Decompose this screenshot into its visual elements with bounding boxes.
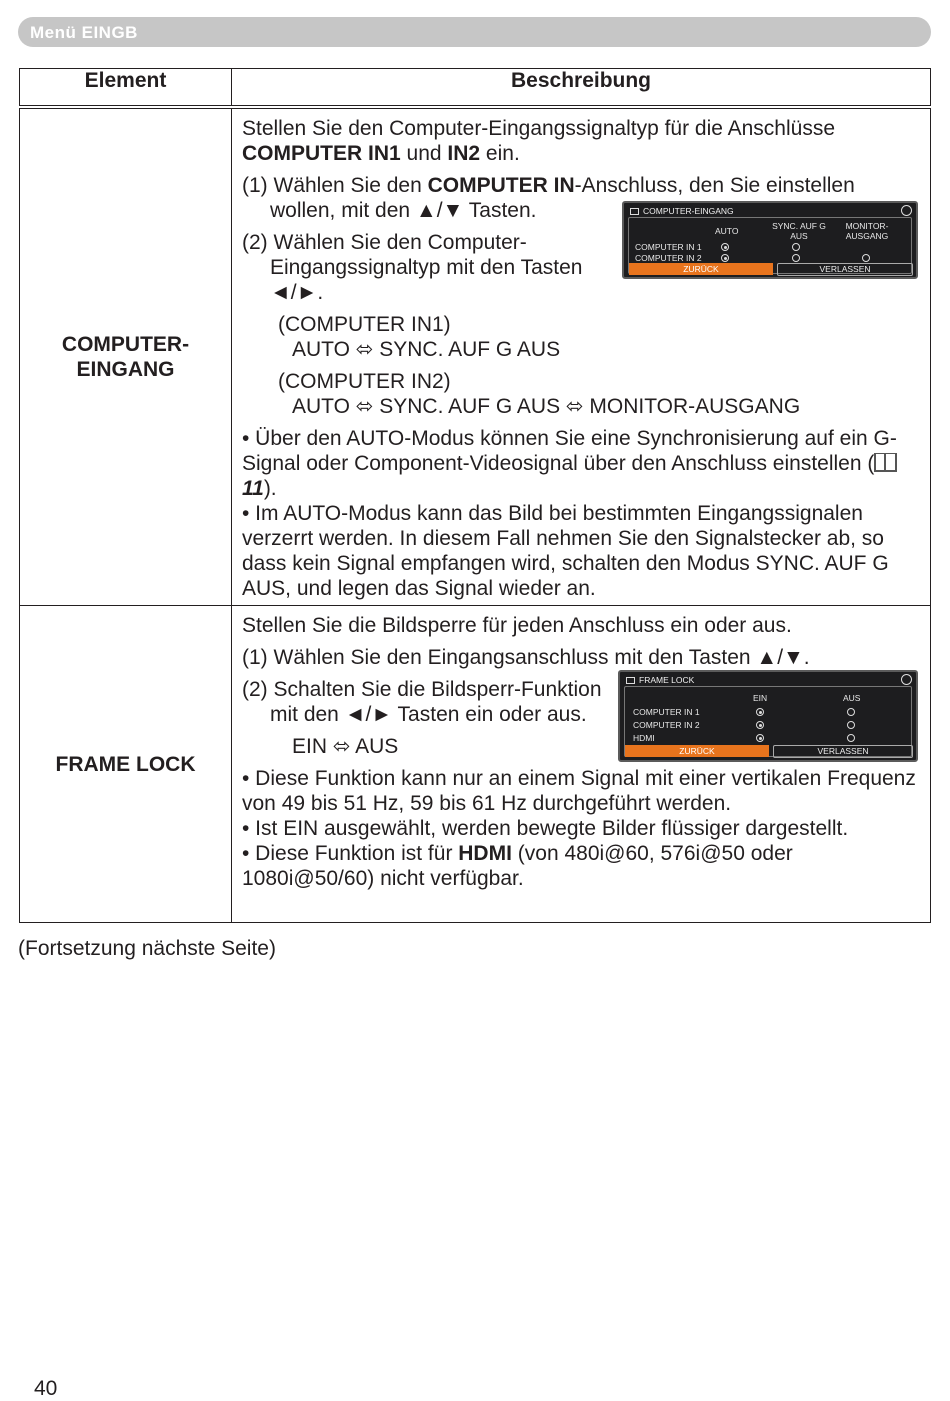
table-row [20, 606, 931, 923]
table-header-row [20, 69, 931, 108]
radio-in1-auto[interactable] [721, 243, 729, 251]
screenshot-title: FRAME LOCK [626, 675, 694, 685]
back-button[interactable]: ZURÜCK [625, 745, 769, 757]
note-2: • Ist EIN ausgewählt, werden bewegte Bilder flüssiger dargestellt. [242, 817, 849, 840]
section-title: Menü EINGB [30, 23, 138, 42]
row-computer-in2: COMPUTER IN 2 [635, 253, 702, 263]
step-1: (1) Wählen Sie den Eingangsanschluss mit den Tasten ▲/▼. [242, 646, 810, 669]
row-hdmi: HDMI [633, 733, 655, 743]
column-header-description: Beschreibung [232, 69, 931, 108]
section-header [18, 17, 931, 47]
column-header-element: Element [20, 69, 232, 108]
menu-table [19, 68, 931, 923]
step-2: (2) Schalten Sie die Bildsperr-Funktion mit den ◄/► Tasten ein oder aus. [242, 678, 602, 726]
radio-in1-sync[interactable] [792, 243, 800, 251]
menu-icon [626, 677, 635, 684]
radio-in2-ein[interactable] [756, 721, 764, 729]
radio-in2-aus[interactable] [847, 721, 855, 729]
intro-text: Stellen Sie den Computer-Eingangssignaltyp für die Anschlüsse COMPUTER IN1 und IN2 ein. [242, 117, 836, 165]
gear-icon [901, 674, 912, 685]
table-row [20, 107, 931, 606]
back-button[interactable]: ZURÜCK [629, 263, 773, 275]
note-1: • Diese Funktion kann nur an einem Signal mit einer vertikalen Frequenz von 49 bis 51 Hz, 59 bis 61 Hz durchgeführt werden. [242, 767, 916, 815]
intro-text: Stellen Sie die Bildsperre für jeden Anschluss ein oder aus. [242, 614, 792, 637]
description-cell [232, 107, 931, 606]
row-computer-in2: COMPUTER IN 2 [633, 720, 700, 730]
note-1: • Über den AUTO-Modus können Sie eine Synchronisierung auf ein G-Signal oder Component-Videosignal über den Anschluss einstellen (11). [242, 427, 897, 500]
element-name-line2: EINGANG [76, 358, 175, 381]
radio-in2-monitor[interactable] [862, 254, 870, 262]
in2-options: AUTO ⬄ SYNC. AUF G AUS ⬄ MONITOR-AUSGANG [292, 395, 801, 418]
frame-lock-screenshot [618, 670, 918, 762]
menu-icon [630, 208, 639, 215]
radio-in2-auto[interactable] [721, 254, 729, 262]
description-cell [232, 606, 931, 923]
col-sync: SYNC. AUF G AUS [772, 221, 826, 241]
element-cell [20, 107, 232, 606]
radio-hdmi-aus[interactable] [847, 734, 855, 742]
row-computer-in1: COMPUTER IN 1 [633, 707, 700, 717]
in1-options: AUTO ⬄ SYNC. AUF G AUS [292, 338, 561, 361]
step-2: (2) Wählen Sie den Computer-Eingangssignaltyp mit den Tasten ◄/►. [242, 231, 583, 304]
radio-in1-aus[interactable] [847, 708, 855, 716]
continuation-note: (Fortsetzung nächste Seite) [18, 937, 276, 960]
gear-icon [901, 205, 912, 216]
page-number: 40 [34, 1377, 58, 1400]
col-aus: AUS [843, 693, 861, 703]
exit-button[interactable]: VERLASSEN [777, 263, 913, 276]
book-icon [874, 453, 897, 472]
options: EIN ⬄ AUS [292, 735, 399, 758]
row-computer-in1: COMPUTER IN 1 [635, 242, 702, 252]
exit-button[interactable]: VERLASSEN [773, 745, 913, 758]
col-ein: EIN [753, 693, 768, 703]
col-monitor: MONITOR- AUSGANG [845, 221, 889, 241]
step-1: (1) Wählen Sie den COMPUTER IN-Anschluss, den Sie einstellen wollen, mit den ▲/▼ Tasten. [242, 174, 855, 222]
page-reference[interactable]: 11 [242, 477, 264, 500]
screenshot-title: COMPUTER-EINGANG [630, 206, 734, 216]
in1-label: (COMPUTER IN1) [278, 313, 451, 336]
element-cell: FRAME LOCK [20, 606, 232, 923]
in2-label: (COMPUTER IN2) [278, 370, 451, 393]
computer-input-screenshot [622, 201, 918, 279]
radio-in1-ein[interactable] [756, 708, 764, 716]
col-auto: AUTO [715, 226, 739, 236]
element-name-line1: COMPUTER- [61, 333, 190, 356]
note-2: • Im AUTO-Modus kann das Bild bei bestimmten Eingangssignalen verzerrt werden. In diesem Fall nehmen Sie den Signalstecker ab, so dass kein Signal empfangen wird, schalten den Modus SYNC. AUF G AUS, und legen das Signal wieder an. [242, 502, 889, 600]
radio-in2-sync[interactable] [792, 254, 800, 262]
radio-hdmi-ein[interactable] [756, 734, 764, 742]
note-3: • Diese Funktion ist für HDMI (von 480i@60, 576i@50 oder 1080i@50/60) nicht verfügbar. [242, 842, 793, 890]
